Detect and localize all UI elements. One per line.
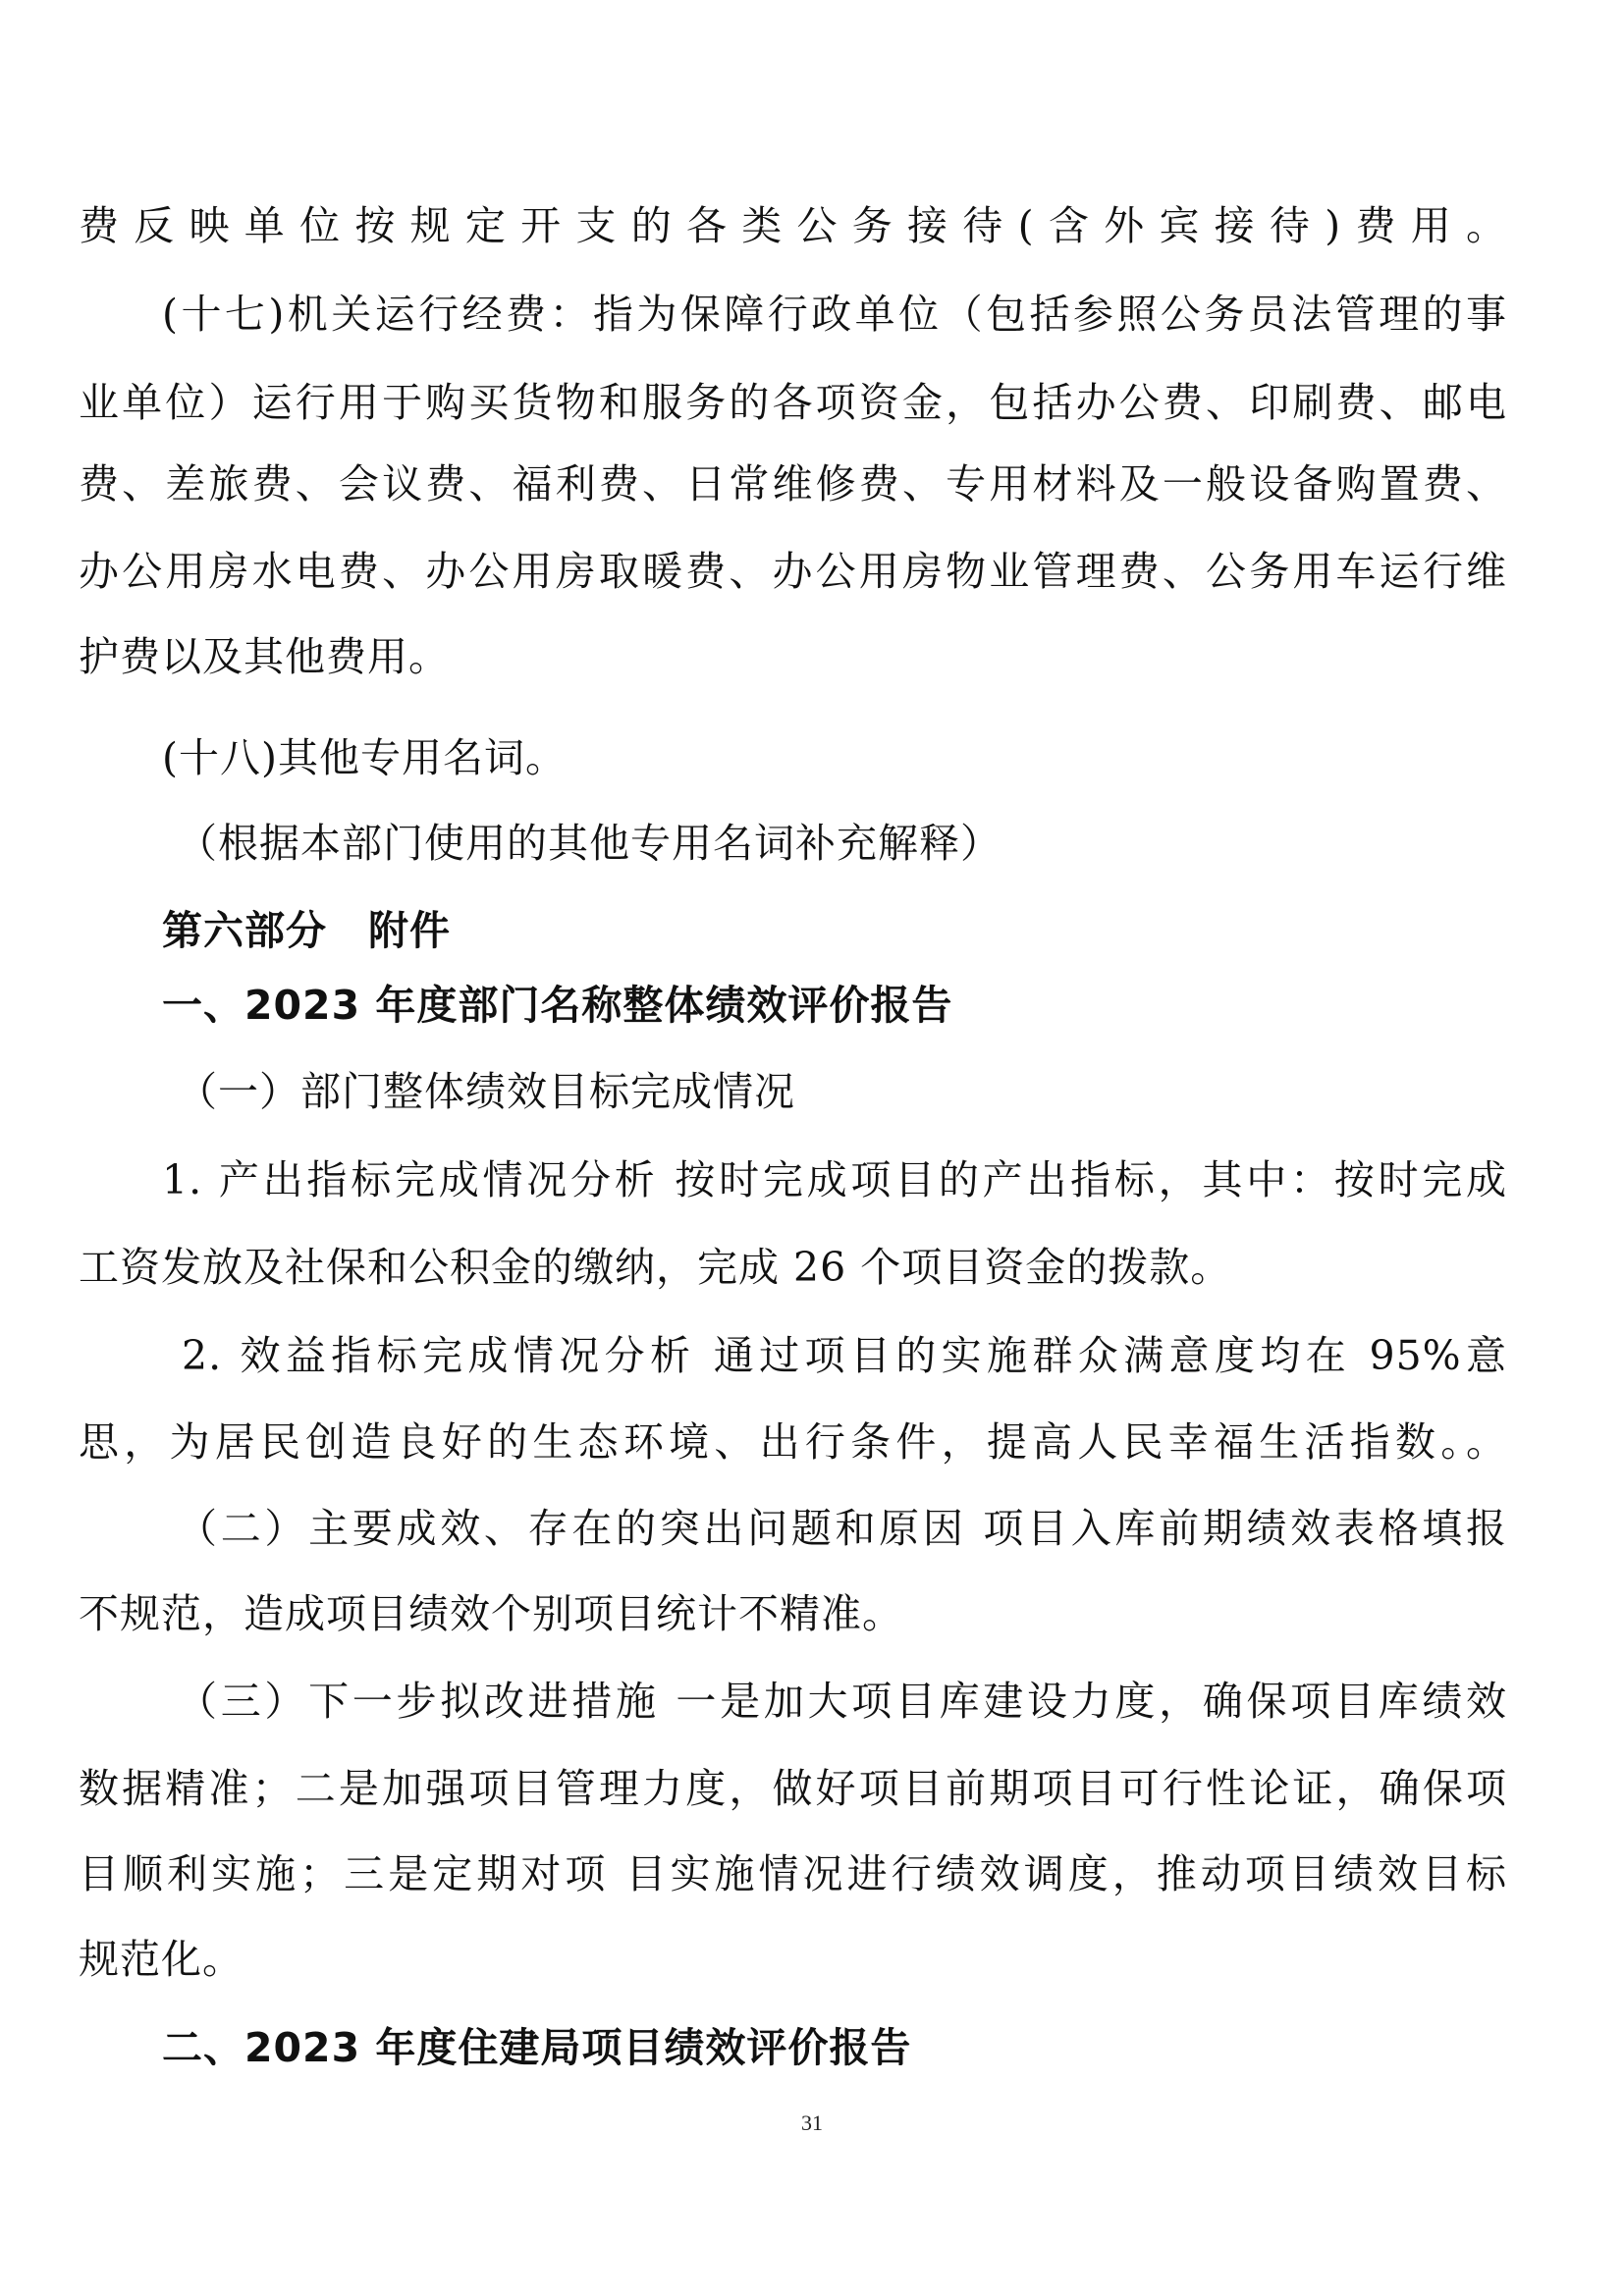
text-line-19: 数据精准；二是加强项目管理力度，做好项目前期项目可行性论证，确保项 (79, 1765, 1507, 1812)
text-line-6: 护费以及其他费用。 (79, 633, 450, 680)
text-line-11: （一）部门整体绩效目标完成情况 (177, 1068, 795, 1115)
text-line-20: 目顺利实施；三是定期对项 目实施情况进行绩效调度，推动项目绩效目标 (79, 1850, 1507, 1897)
text-line-5: 办公用房水电费、办公用房取暖费、办公用房物业管理费、公务用车运行维 (79, 548, 1507, 595)
text-line-2: (十七)机关运行经费：指为保障行政单位（包括参照公务员法管理的事 (162, 291, 1507, 338)
text-line-14: 2. 效益指标完成情况分析 通过项目的实施群众满意度均在 95%意 (182, 1332, 1507, 1379)
text-line-21: 规范化。 (79, 1936, 244, 1983)
text-line-18: （三）下一步拟改进措施 一是加大项目库建设力度，确保项目库绩效 (177, 1678, 1507, 1725)
text-line-7: (十八)其他专用名词。 (162, 734, 567, 781)
text-line-15: 思，为居民创造良好的生态环境、出行条件，提高人民幸福生活指数。。 (79, 1418, 1507, 1466)
text-line-1: 费反映单位按规定开支的各类公务接待(含外宾接待)费用。 (79, 202, 1507, 249)
text-line-16: （二）主要成效、存在的突出问题和原因 项目入库前期绩效表格填报 (177, 1505, 1507, 1552)
text-line-13: 工资发放及社保和公积金的缴纳，完成 26 个项目资金的拨款。 (79, 1244, 1232, 1291)
section-heading-two: 二、2023 年度住建局项目绩效评价报告 (162, 2024, 912, 2071)
text-line-17: 不规范，造成项目绩效个别项目统计不精准。 (79, 1590, 903, 1637)
text-line-12: 1. 产出指标完成情况分析 按时完成项目的产出指标，其中：按时完成 (162, 1156, 1507, 1203)
section-heading-part-six: 第六部分 附件 (162, 907, 451, 954)
text-line-8: （根据本部门使用的其他专用名词补充解释） (177, 820, 1001, 867)
text-line-4: 费、差旅费、会议费、福利费、日常维修费、专用材料及一般设备购置费、 (79, 460, 1507, 507)
section-heading-one: 一、2023 年度部门名称整体绩效评价报告 (162, 982, 953, 1029)
text-line-3: 业单位）运行用于购买货物和服务的各项资金，包括办公费、印刷费、邮电 (79, 379, 1507, 426)
page-number: 31 (801, 2110, 823, 2135)
